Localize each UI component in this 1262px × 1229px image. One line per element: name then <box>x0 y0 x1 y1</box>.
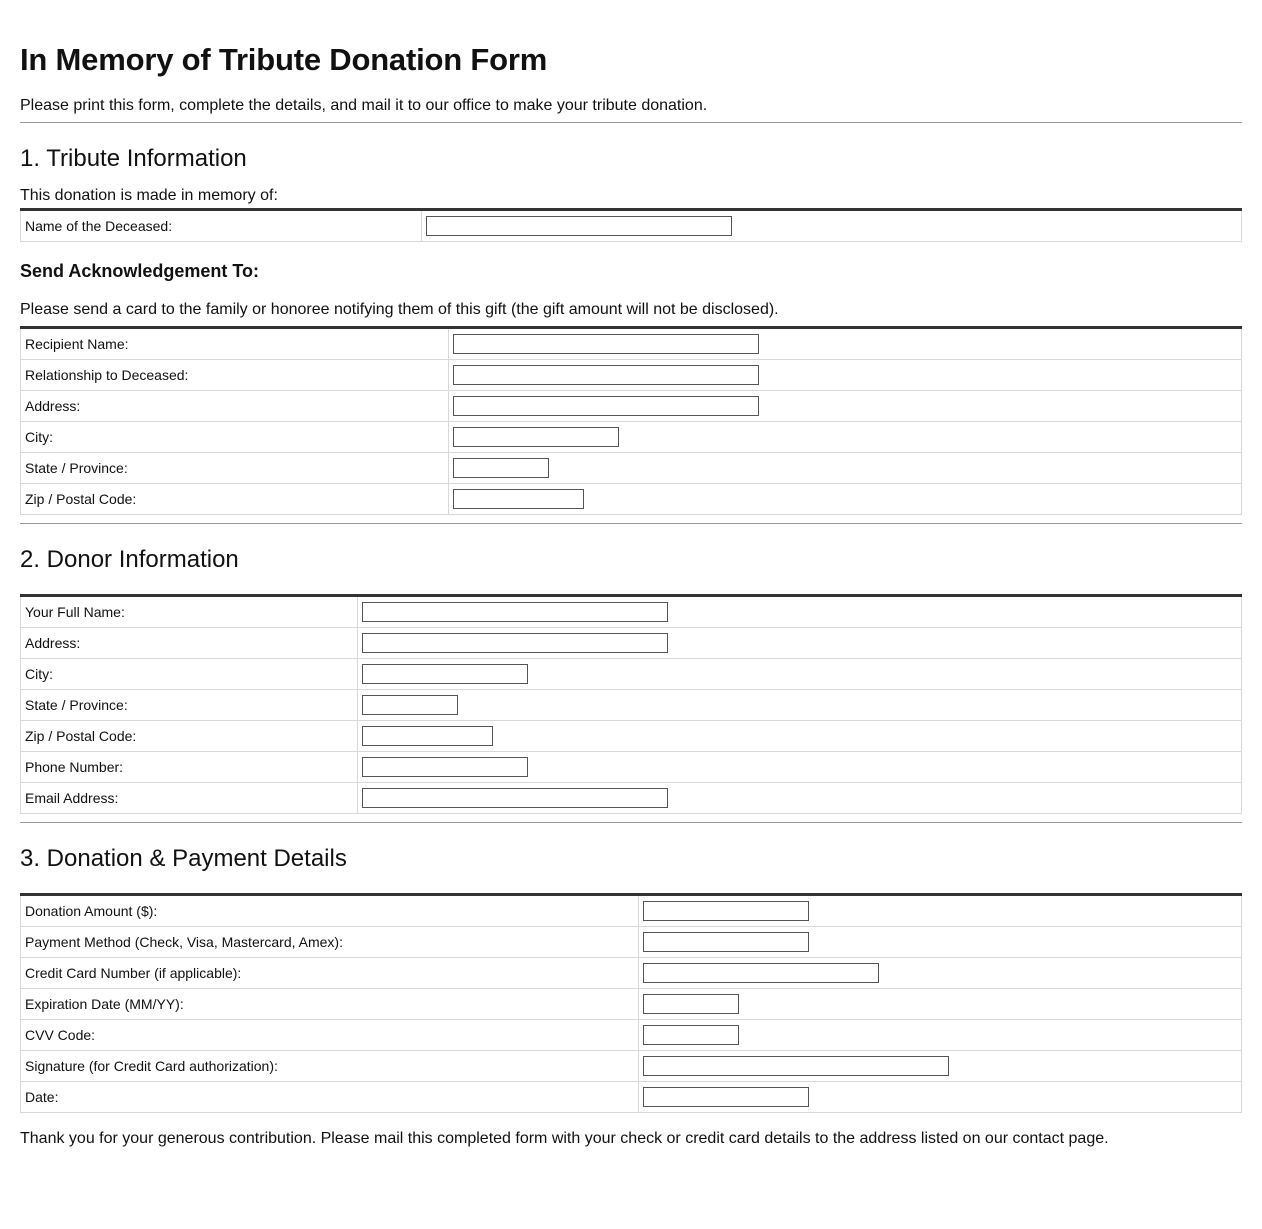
table-row <box>21 958 1242 989</box>
field-label: City: <box>21 422 449 453</box>
table-row <box>21 210 1242 242</box>
table-row <box>21 783 1242 814</box>
table-row <box>21 328 1242 360</box>
field-label: Zip / Postal Code: <box>21 484 449 515</box>
page-title: In Memory of Tribute Donation Form <box>20 42 548 77</box>
donor-phone-field[interactable] <box>362 757 528 777</box>
table-row <box>21 690 1242 721</box>
table-row <box>21 659 1242 690</box>
field-cell <box>358 721 1242 752</box>
field-cell <box>358 596 1242 628</box>
table-row <box>21 895 1242 927</box>
table-row <box>21 422 1242 453</box>
deceased-name-field[interactable] <box>426 216 732 236</box>
section-heading-payment: 3. Donation & Payment Details <box>20 845 347 872</box>
field-cell <box>358 659 1242 690</box>
field-label: Credit Card Number (if applicable): <box>21 958 639 989</box>
field-cell <box>449 453 1242 484</box>
field-label: Address: <box>21 391 449 422</box>
table-row <box>21 1082 1242 1113</box>
table-row <box>21 721 1242 752</box>
table-row <box>21 628 1242 659</box>
table-row <box>21 596 1242 628</box>
field-cell <box>449 422 1242 453</box>
field-cell <box>422 210 1242 242</box>
donor-address-field[interactable] <box>362 633 668 653</box>
ack-heading: Send Acknowledgement To: <box>20 261 260 281</box>
field-label: Phone Number: <box>21 752 358 783</box>
table-row <box>21 927 1242 958</box>
field-cell <box>449 328 1242 360</box>
deceased-table <box>20 208 1242 242</box>
field-label: Your Full Name: <box>21 596 358 628</box>
field-cell <box>639 895 1242 927</box>
table-row <box>21 453 1242 484</box>
field-label: Recipient Name: <box>21 328 449 360</box>
field-label: CVV Code: <box>21 1020 639 1051</box>
donor-state-field[interactable] <box>362 695 458 715</box>
field-label: City: <box>21 659 358 690</box>
table-row <box>21 1051 1242 1082</box>
field-label: Name of the Deceased: <box>21 210 422 242</box>
field-cell <box>358 783 1242 814</box>
payment-table <box>20 893 1242 1113</box>
recipient-name-field[interactable] <box>453 334 759 354</box>
field-cell <box>358 628 1242 659</box>
intro-text: Please print this form, complete the details, and mail it to our office to make your tribute donation. <box>20 97 708 114</box>
field-label: Signature (for Credit Card authorization): <box>21 1051 639 1082</box>
recipient-city-field[interactable] <box>453 427 619 447</box>
donor-email-field[interactable] <box>362 788 668 808</box>
recipient-zip-field[interactable] <box>453 489 584 509</box>
table-row <box>21 989 1242 1020</box>
ack-text: Please send a card to the family or honoree notifying them of this gift (the gift amount will not be disclosed). <box>20 301 779 318</box>
field-cell <box>358 690 1242 721</box>
field-label: Payment Method (Check, Visa, Mastercard, Amex): <box>21 927 639 958</box>
donor-table <box>20 594 1242 814</box>
signature-field[interactable] <box>643 1056 949 1076</box>
recipient-address-field[interactable] <box>453 396 759 416</box>
donation-amount-field[interactable] <box>643 901 809 921</box>
donor-city-field[interactable] <box>362 664 528 684</box>
field-cell <box>639 927 1242 958</box>
table-row <box>21 391 1242 422</box>
field-cell <box>639 1020 1242 1051</box>
relationship-field[interactable] <box>453 365 759 385</box>
field-cell <box>639 1051 1242 1082</box>
table-row <box>21 1020 1242 1051</box>
expiration-date-field[interactable] <box>643 994 739 1014</box>
table-row <box>21 360 1242 391</box>
field-label: Email Address: <box>21 783 358 814</box>
field-cell <box>639 958 1242 989</box>
field-cell <box>449 360 1242 391</box>
recipient-table <box>20 326 1242 515</box>
footer-text: Thank you for your generous contribution. Please mail this completed form with your check or credit card details to the address listed on our contact page. <box>20 1130 1109 1147</box>
field-label: State / Province: <box>21 453 449 484</box>
field-cell <box>639 989 1242 1020</box>
field-cell <box>449 484 1242 515</box>
field-label: Address: <box>21 628 358 659</box>
memory-text: This donation is made in memory of: <box>20 187 278 204</box>
donor-zip-field[interactable] <box>362 726 493 746</box>
cvv-field[interactable] <box>643 1025 739 1045</box>
table-row <box>21 752 1242 783</box>
table-row <box>21 484 1242 515</box>
field-label: Zip / Postal Code: <box>21 721 358 752</box>
section-heading-donor: 2. Donor Information <box>20 546 239 573</box>
field-cell <box>449 391 1242 422</box>
field-label: Expiration Date (MM/YY): <box>21 989 639 1020</box>
card-number-field[interactable] <box>643 963 879 983</box>
field-label: Relationship to Deceased: <box>21 360 449 391</box>
field-label: State / Province: <box>21 690 358 721</box>
date-field[interactable] <box>643 1087 809 1107</box>
field-cell <box>358 752 1242 783</box>
payment-method-field[interactable] <box>643 932 809 952</box>
field-cell <box>639 1082 1242 1113</box>
field-label: Donation Amount ($): <box>21 895 639 927</box>
field-label: Date: <box>21 1082 639 1113</box>
donor-name-field[interactable] <box>362 602 668 622</box>
section-heading-tribute: 1. Tribute Information <box>20 145 247 172</box>
recipient-state-field[interactable] <box>453 458 549 478</box>
